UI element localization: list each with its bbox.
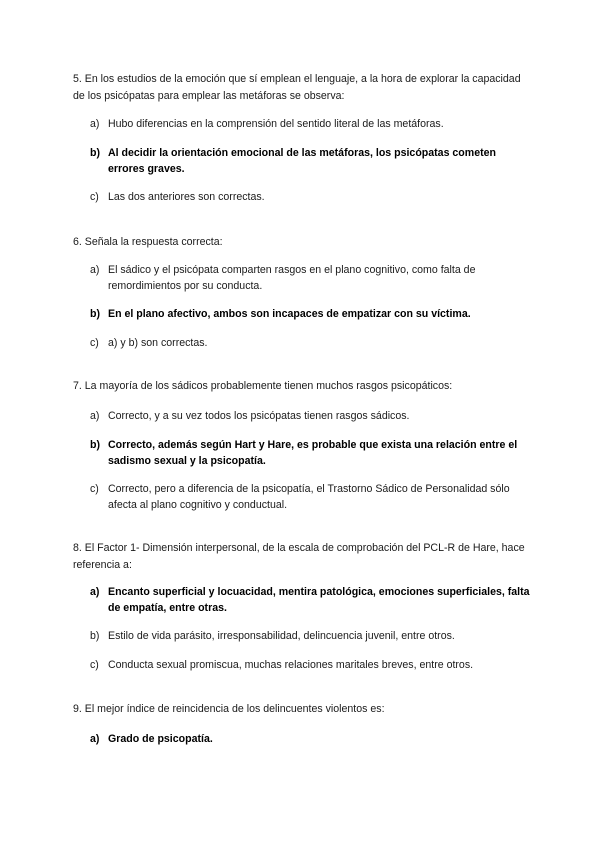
question-5-option-a (90, 116, 530, 132)
question-6 (73, 234, 533, 251)
question-9 (73, 701, 533, 718)
option-text: Encanto superficial y locuacidad, mentira patológica, emociones superficiales, falta de empatía, entre otras. (108, 586, 530, 614)
option-text: Las dos anteriores son correctas. (108, 191, 265, 203)
question-6-option-a (90, 262, 530, 294)
question-8-option-c (90, 657, 530, 673)
option-letter: c) (90, 191, 99, 203)
question-8-prompt: 8. El Factor 1- Dimensión interpersonal, de la escala de comprobación del PCL-R de Hare, hace referencia a: (73, 542, 525, 571)
question-9-option-a (90, 731, 530, 747)
option-letter: a) (90, 586, 100, 598)
option-text: Grado de psicopatía. (108, 733, 213, 745)
question-7-option-a (90, 408, 530, 424)
option-letter: b) (90, 439, 100, 451)
option-letter: b) (90, 308, 100, 320)
option-letter: a) (90, 264, 100, 276)
question-5-prompt: 5. En los estudios de la emoción que sí emplean el lenguaje, a la hora de explorar la capacidad de los psicópatas para emplear las metáforas se observa: (73, 73, 521, 102)
question-6-option-c (90, 335, 530, 351)
option-text: En el plano afectivo, ambos son incapaces de empatizar con su víctima. (108, 308, 471, 320)
question-5 (73, 71, 533, 105)
option-letter: c) (90, 337, 99, 349)
question-7-prompt: 7. La mayoría de los sádicos probablemente tienen muchos rasgos psicopáticos: (73, 380, 453, 392)
option-letter: b) (90, 630, 100, 642)
option-text: Hubo diferencias en la comprensión del sentido literal de las metáforas. (108, 118, 444, 130)
option-text: Correcto, pero a diferencia de la psicopatía, el Trastorno Sádico de Personalidad sólo afecta al plano cognitivo y conductual. (108, 483, 510, 511)
option-text: Al decidir la orientación emocional de las metáforas, los psicópatas cometen errores graves. (108, 147, 496, 175)
option-letter: c) (90, 483, 99, 495)
question-7-option-c (90, 481, 530, 513)
question-8-option-b (90, 628, 530, 644)
question-6-prompt: 6. Señala la respuesta correcta: (73, 236, 223, 248)
option-letter: a) (90, 733, 100, 745)
option-text: a) y b) son correctas. (108, 337, 208, 349)
option-text: Correcto, además según Hart y Hare, es probable que exista una relación entre el sadismo sexual y la psicopatía. (108, 439, 518, 467)
question-8 (73, 540, 533, 574)
question-7-option-b (90, 437, 530, 469)
option-letter: a) (90, 118, 100, 130)
question-9-prompt: 9. El mejor índice de reincidencia de los delincuentes violentos es: (73, 703, 385, 715)
option-text: Estilo de vida parásito, irresponsabilidad, delincuencia juvenil, entre otros. (108, 630, 455, 642)
option-text: Correcto, y a su vez todos los psicópatas tienen rasgos sádicos. (108, 410, 410, 422)
question-8-option-a (90, 584, 530, 616)
option-text: El sádico y el psicópata comparten rasgos en el plano cognitivo, como falta de remordimientos por su conducta. (108, 264, 476, 292)
question-7 (73, 378, 533, 395)
question-5-option-c (90, 189, 530, 205)
option-letter: b) (90, 147, 100, 159)
option-text: Conducta sexual promiscua, muchas relaciones maritales breves, entre otros. (108, 659, 474, 671)
option-letter: c) (90, 659, 99, 671)
question-5-option-b (90, 145, 530, 177)
question-6-option-b (90, 306, 530, 322)
option-letter: a) (90, 410, 100, 422)
